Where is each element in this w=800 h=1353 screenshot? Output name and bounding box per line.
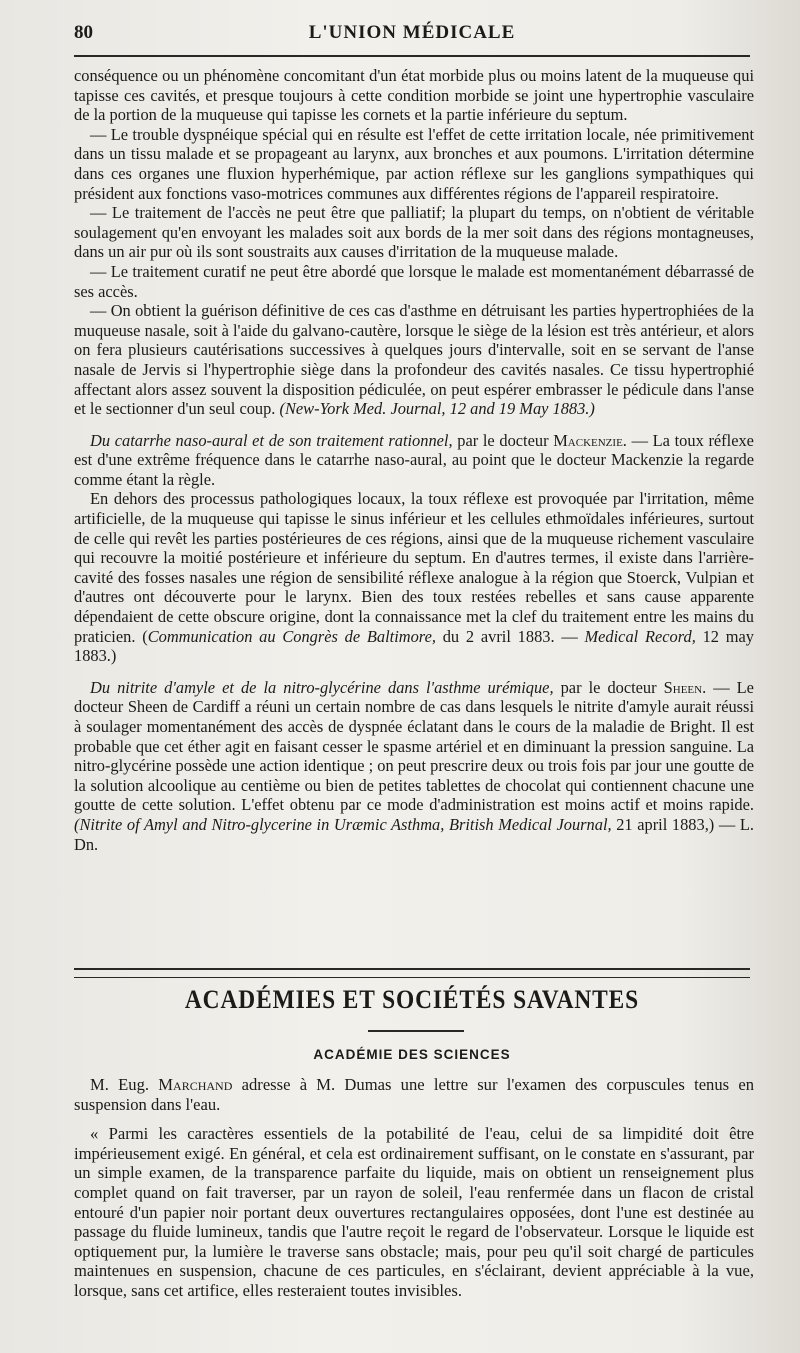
citation-part: Communication au Congrès de Baltimore, [147,626,436,646]
abstract-text: — Le docteur Sheen de Cardiff a réuni un certain nombre de cas dans lesquels le nitrite d'amyle aurait réussi à soulager momentanément des accès de dyspnée éclatant dans le cours de la maladie de Bright. Il est probable que cet éther agit en faisant cesser le spasme artériel et en diminuant la pression sanguine. La nitro-glycérine possède une action identique ; on peut prescrire deux ou trois fois par jour une goutte de la solution alcoolique au centième ou bien de petites tablettes de chocolat qui contiennent chacune une goutte de cette solution. L'effet obtenu par ce mode d'administration est moins actif et moins rapide. [74,677,754,815]
paragraph: conséquence ou un phénomène concomitant d'un état morbide plus ou moins latent de la muqueuse qui tapisse ces cavités, et presque toujours à cette condition morbide se joint une hypertrophie vasculaire de la portion de la muqueuse qui tapisse les cornets et la partie inférieure du septum. [74,66,754,125]
citation-part: Medical Record, [584,626,696,646]
paragraph: — Le traitement de l'accès ne peut être que palliatif; la plupart du temps, on n'obtient de véritable soulagement qu'en envoyant les malades soit aux bords de la mer soit dans des régions montagneuses, dans un air pur où ils sont soustraits aux causes d'irritation de la muqueuse malade. [74,203,754,262]
author-name: Mackenzie. [553,430,627,450]
page-header [74,22,750,52]
paragraph [74,301,754,419]
running-title: L'UNION MÉDICALE [308,22,516,43]
intro-prefix: M. Eug. [90,1075,150,1094]
article-title: Du nitrite d'amyle et de la nitro-glycérine dans l'asthme urémique, [90,677,554,697]
paragraph: — Le trouble dyspnéique spécial qui en résulte est l'effet de cette irritation locale, née primitivement dans un tissu malade et se propageant au larynx, aux bronches et aux poumons. L'irritation détermine dans ces organes une fluxion hyperhémique, par action réflexe sur les ganglions sympathiques qui président aux fonctions vaso-motrices communes aux différentes régions de l'appareil respiratoire. [74,124,754,203]
sheen-abstract [74,678,754,854]
paragraph: — Le traitement curatif ne peut être abordé que lorsque le malade est momentanément débarrassé de ses accès. [74,261,754,301]
section-rule [368,1030,464,1032]
byline: par le docteur [457,430,549,450]
article-title: Du catarrhe naso-aural et de son traitement rationnel, [90,430,453,450]
quote-paragraph: « Parmi les caractères essentiels de la potabilité de l'eau, celui de sa limpidité doit être impérieusement exigé. En général, et cela est ordinairement suffisant, on le constate en s'assurant, par un simple examen, de la transparence parfaite du liquide, mais on obtient un renseignement plus complet quand on fait traverser, par un rayon de soleil, l'eau renfermée dans un flacon de cristal entouré d'un papier noir portant deux ouvertures rectangulaires opposées, dont l'une est destinée au passage du fluide lumineux, tandis que l'autre reçoit le regard de l'observateur. Lorsque le liquide est optiquement pur, la lumière le traverse sans obstacle; mais, pour peu qu'il soit chargé de particules maintenues en suspension, chacune de ces particules, en s'éclairant, devient appréciable à la vue, lorsque, sans cet artifice, elles resteraient toutes invisibles. [74,1124,754,1300]
citation-part: du 2 avril 1883. — [442,626,578,646]
article-body [74,66,754,854]
citation-part: (Nitrite of Amyl and Nitro-glycerine in Uræmic Asthma, British Medical Journal, [74,814,612,834]
section-title: ACADÉMIES ET SOCIÉTÉS SAVANTES [184,985,640,1014]
author-name: Marchand [158,1075,233,1094]
paragraph [74,489,754,665]
byline: par le docteur [560,677,657,697]
mackenzie-abstract [74,431,754,490]
paragraph-text: En dehors des processus pathologiques locaux, la toux réflexe est provoquée par l'irritation, même artificielle, de la muqueuse qui tapisse le sinus inférieur et les cellules ethmoïdales inférieures, surtout de celle qui revêt les parties postérieures de ces régions, ainsi que de la muqueuse richement vasculaire qui recouvre la moitié postérieure et inférieure du septum. En d'autres termes, il existe dans l'arrière-cavité des fosses nasales une région de sensibilité réflexe analogue à la région que Stoerck, Vulpian et d'autres ont découverte pour le larynx. Bien des toux restées rebelles et sans cause apparente dépendaient de cette obscure origine, dont la connaissance met la clef du traitement entre les mains du praticien. [74,489,754,646]
subsection-title: ACADÉMIE DES SCIENCES [313,1047,511,1062]
citation: (New-York Med. Journal, 12 and 19 May 1883.) [279,399,595,419]
paragraph-text: — On obtient la guérison définitive de ces cas d'asthme en détruisant les parties hypertrophiées de la muqueuse nasale, soit à l'aide du galvano-cautère, lorsque le siège de la lésion est très antérieur, et alors on fera plusieurs cautérisations successives à quelques jours d'intervalle, soit en se servant de l'anse nasale de Jervis si l'hypertrophie siège dans la profondeur des cavités nasales. Ce tissu hypertrophié affectant alors assez souvent la disposition pédiculée, on peut espérer embrasser le pédicule dans l'anse et le sectionner d'un seul coup. [74,301,754,419]
abstract-text: — La toux réflexe est d'une extrême fréquence dans le catarrhe naso-aural, au point que le docteur Mackenzie la regarde comme étant la règle. [74,430,754,489]
page-number: 80 [74,22,93,43]
section-double-rule [74,968,750,978]
paragraph-text: adresse à M. Dumas une lettre sur l'examen des corpuscules tenus en suspension dans l'eau. [74,1075,755,1114]
paragraph [74,1075,754,1114]
citation-part: 12 may 1883.) [74,626,754,666]
academie-body [74,1075,754,1301]
citation-part: ( [142,626,148,646]
header-rule [74,55,750,57]
citation-part: 21 april 1883,) — L. Dn. [74,814,754,854]
author-name: Sheen. [663,677,707,697]
